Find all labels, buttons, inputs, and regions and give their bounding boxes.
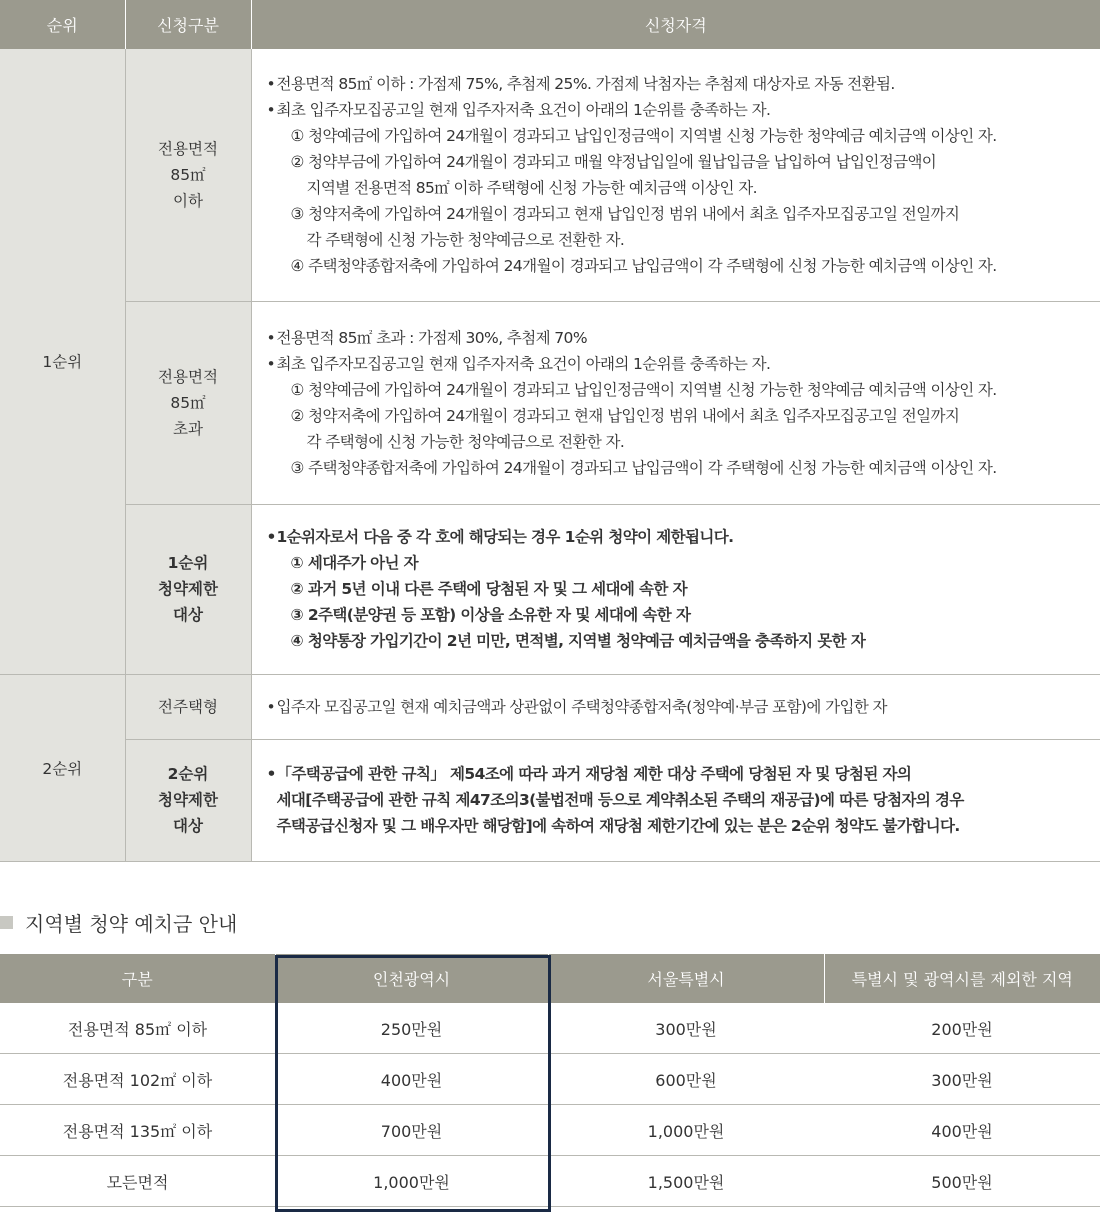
list-item: 세대[주택공급에 관한 규칙 제47조의3(불법전매 등으로 계약취소된 주택의 재공급)에 따른 당첨자의 경우 bbox=[276, 791, 964, 809]
table-cell: 300만원 bbox=[548, 1003, 824, 1054]
list-item: ③ 2주택(분양권 등 포함) 이상을 소유한 자 및 세대에 속한 자 bbox=[290, 606, 691, 624]
rank-1-label: 1순위 bbox=[0, 49, 125, 674]
table-row bbox=[0, 1054, 1100, 1105]
table-cell: 500만원 bbox=[824, 1156, 1100, 1207]
list-item: 각 주택형에 신청 가능한 청약예금으로 전환한 자. bbox=[306, 432, 625, 451]
header-rank: 순위 bbox=[0, 0, 125, 49]
category-cell: 전용면적 85㎡ 초과 bbox=[125, 301, 251, 504]
list-item: ③ 주택청약종합저축에 가입하여 24개월이 경과되고 납입금액이 각 주택형에 신청 가능한 예치금액 이상인 자. bbox=[290, 458, 997, 477]
qualification-cell bbox=[251, 739, 1100, 861]
qualification-cell bbox=[251, 504, 1100, 674]
table-cell: 400만원 bbox=[824, 1105, 1100, 1156]
qualification-cell bbox=[251, 301, 1100, 504]
list-item: • 1순위자로서 다음 중 각 호에 해당되는 경우 1순위 청약이 제한됩니다. bbox=[267, 524, 1100, 550]
header-incheon: 인천광역시 bbox=[275, 954, 548, 1003]
list-item: • 입주자 모집공고일 현재 예치금액과 상관없이 주택청약종합저축(청약예·부금 포함)에 가입한 자 bbox=[267, 694, 1100, 720]
list-item: • 전용면적 85㎡ 초과 : 가점제 30%, 추첨제 70% bbox=[267, 325, 1100, 351]
table-cell: 모든면적 bbox=[0, 1156, 275, 1207]
qualification-cell bbox=[251, 49, 1100, 301]
table-cell: 600만원 bbox=[548, 1054, 824, 1105]
list-item: ① 청약예금에 가입하여 24개월이 경과되고 납입인정금액이 지역별 신청 가능한 청약예금 예치금액 이상인 자. bbox=[290, 126, 997, 145]
category-cell: 전용면적 85㎡ 이하 bbox=[125, 49, 251, 301]
list-item: ② 청약저축에 가입하여 24개월이 경과되고 현재 납입인정 범위 내에서 최초 입주자모집공고일 전일까지 bbox=[290, 406, 960, 425]
table-cell: 전용면적 135㎡ 이하 bbox=[0, 1105, 275, 1156]
list-item: • 최초 입주자모집공고일 현재 입주자저축 요건이 아래의 1순위를 충족하는 자. bbox=[267, 97, 1100, 123]
square-bullet-icon bbox=[0, 916, 13, 929]
table-cell: 1,000만원 bbox=[275, 1156, 548, 1207]
category-cell: 2순위 청약제한 대상 bbox=[125, 739, 251, 861]
list-item: • 최초 입주자모집공고일 현재 입주자저축 요건이 아래의 1순위를 충족하는 자. bbox=[267, 351, 1100, 377]
table-cell: 전용면적 102㎡ 이하 bbox=[0, 1054, 275, 1105]
header-seoul: 서울특별시 bbox=[548, 954, 824, 1003]
rank-2-label: 2순위 bbox=[0, 674, 125, 861]
deposit-table bbox=[0, 954, 1100, 1207]
list-item: ③ 청약저축에 가입하여 24개월이 경과되고 현재 납입인정 범위 내에서 최초 입주자모집공고일 전일까지 bbox=[290, 204, 960, 223]
table-cell: 1,500만원 bbox=[548, 1156, 824, 1207]
section-title bbox=[0, 908, 237, 937]
table-row bbox=[0, 1156, 1100, 1207]
table-cell: 200만원 bbox=[824, 1003, 1100, 1054]
list-item: ④ 주택청약종합저축에 가입하여 24개월이 경과되고 납입금액이 각 주택형에 신청 가능한 예치금액 이상인 자. bbox=[290, 256, 997, 275]
table-cell: 700만원 bbox=[275, 1105, 548, 1156]
list-item: ④ 청약통장 가입기간이 2년 미만, 면적별, 지역별 청약예금 예치금액을 충족하지 못한 자 bbox=[290, 632, 866, 650]
table-cell: 250만원 bbox=[275, 1003, 548, 1054]
section-title-text: 지역별 청약 예치금 안내 bbox=[25, 912, 238, 936]
table-row bbox=[0, 1105, 1100, 1156]
list-item: 주택공급신청자 및 그 배우자만 해당함]에 속하여 재당첨 제한기간에 있는 분은 2순위 청약도 불가합니다. bbox=[276, 817, 960, 835]
category-cell: 전주택형 bbox=[125, 674, 251, 739]
table-cell: 전용면적 85㎡ 이하 bbox=[0, 1003, 275, 1054]
list-item: 지역별 전용면적 85㎡ 이하 주택형에 신청 가능한 예치금액 이상인 자. bbox=[306, 178, 757, 197]
table-cell: 400만원 bbox=[275, 1054, 548, 1105]
header-category: 신청구분 bbox=[125, 0, 251, 49]
table-cell: 300만원 bbox=[824, 1054, 1100, 1105]
list-item: • 「주택공급에 관한 규칙」 제54조에 따라 과거 재당첨 제한 대상 주택에 당첨된 자 및 당첨된 자의 bbox=[267, 761, 1100, 787]
table-cell: 1,000만원 bbox=[548, 1105, 824, 1156]
list-item: ① 세대주가 아닌 자 bbox=[290, 554, 419, 572]
list-item: ① 청약예금에 가입하여 24개월이 경과되고 납입인정금액이 지역별 신청 가능한 청약예금 예치금액 이상인 자. bbox=[290, 380, 997, 399]
table-row bbox=[0, 1003, 1100, 1054]
category-cell: 1순위 청약제한 대상 bbox=[125, 504, 251, 674]
qualification-cell bbox=[251, 674, 1100, 739]
header-qualification: 신청자격 bbox=[251, 0, 1100, 49]
list-item: ② 청약부금에 가입하여 24개월이 경과되고 매월 약정납입일에 월납입금을 납입하여 납입인정금액이 bbox=[290, 152, 937, 171]
header-other-regions: 특별시 및 광역시를 제외한 지역 bbox=[824, 954, 1100, 1003]
list-item: ② 과거 5년 이내 다른 주택에 당첨된 자 및 그 세대에 속한 자 bbox=[290, 580, 687, 598]
header-division: 구분 bbox=[0, 954, 275, 1003]
list-item: 각 주택형에 신청 가능한 청약예금으로 전환한 자. bbox=[306, 230, 625, 249]
list-item: • 전용면적 85㎡ 이하 : 가점제 75%, 추첨제 25%. 가점제 낙첨자는 추첨제 대상자로 자동 전환됨. bbox=[267, 71, 1100, 97]
